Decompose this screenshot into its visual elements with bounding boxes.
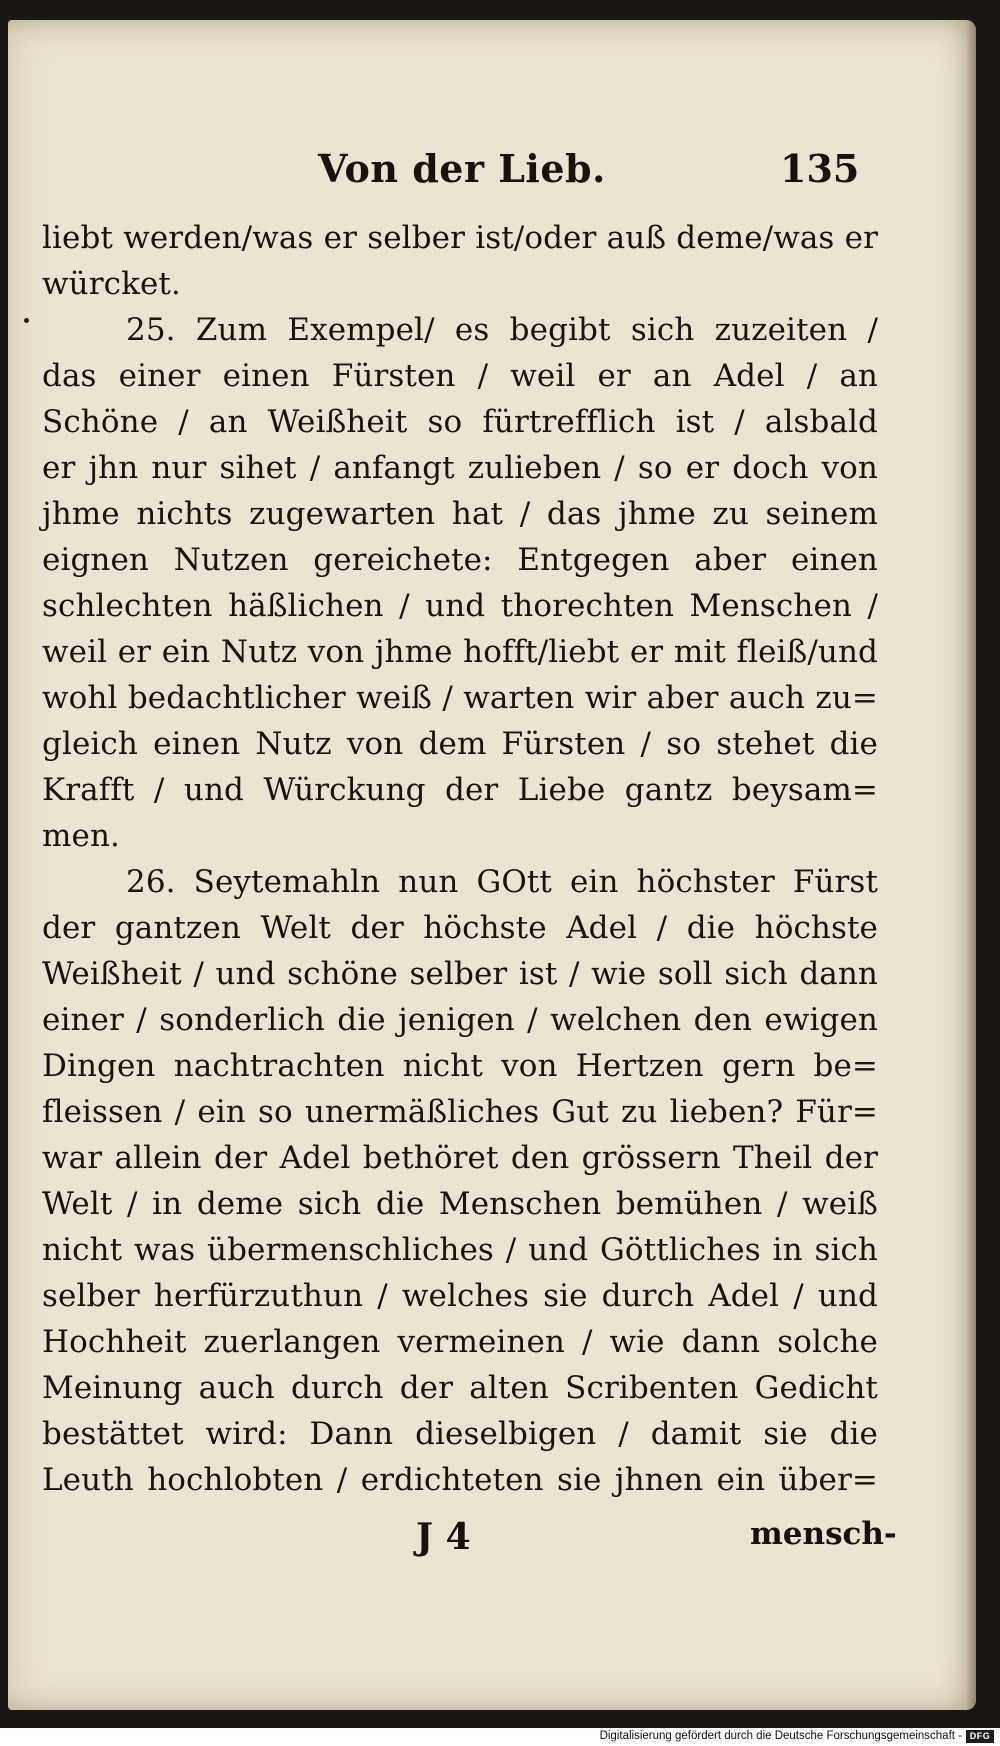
dfg-logo: DFG: [966, 1730, 994, 1743]
text-line: war allein der Adel bethöret den grössern Theil der: [42, 1140, 878, 1176]
margin-mark: [24, 318, 29, 323]
text-line: 25. Zum Exempel/ es begibt sich zuzeiten /: [126, 312, 878, 348]
body-text: [42, 215, 878, 1503]
text-line: das einer einen Fürsten / weil er an Adel / an: [42, 358, 878, 394]
text-line: einer / sonderlich die jenigen / welchen den ewigen: [42, 1002, 878, 1038]
text-line: 26. Seytemahln nun GOtt ein höchster Fürst: [126, 864, 878, 900]
text-line: liebt werden/was er selber ist/oder auß deme/was er: [42, 220, 878, 256]
credit-bar: [0, 1728, 1000, 1746]
text-line: nicht was übermenschliches / und Göttliches in sich: [42, 1232, 878, 1268]
signature-mark: J 4: [416, 1516, 471, 1558]
page-footer: [8, 1516, 976, 1566]
text-line: Dingen nachtrachten nicht von Hertzen gern be=: [42, 1048, 878, 1084]
text-line: Schöne / an Weißheit so fürtrefflich ist / alsbald: [42, 404, 878, 440]
text-line: der gantzen Welt der höchste Adel / die höchste: [42, 910, 878, 946]
digitization-credit: Digitalisierung gefördert durch die Deutsche Forschungsgemeinschaft -: [599, 1730, 962, 1742]
text-line: er jhn nur sihet / anfangt zulieben / so er doch von: [42, 450, 878, 486]
text-line: Weißheit / und schöne selber ist / wie soll sich dann: [42, 956, 878, 992]
text-line: fleissen / ein so unermäßliches Gut zu lieben? Für=: [42, 1094, 878, 1130]
page-header: [8, 146, 976, 196]
text-line: men.: [42, 818, 120, 854]
catchword: mensch-: [750, 1516, 897, 1552]
page-edge-shadow: [966, 20, 976, 1710]
page-number: 135: [780, 146, 860, 191]
book-page: [8, 20, 976, 1710]
text-line: Krafft / und Würckung der Liebe gantz beysam=: [42, 772, 878, 808]
text-line: weil er ein Nutz von jhme hofft/liebt er mit fleiß/und: [42, 634, 878, 670]
text-line: Meinung auch durch der alten Scribenten Gedicht: [42, 1370, 878, 1406]
text-line: würcket.: [42, 266, 181, 302]
text-line: bestättet wird: Dann dieselbigen / damit sie die: [42, 1416, 878, 1452]
running-title: Von der Lieb.: [318, 146, 606, 191]
text-line: Hochheit zuerlangen vermeinen / wie dann solche: [42, 1324, 878, 1360]
text-line: jhme nichts zugewarten hat / das jhme zu seinem: [42, 496, 878, 532]
text-line: gleich einen Nutz von dem Fürsten / so stehet die: [42, 726, 878, 762]
text-line: eignen Nutzen gereichete: Entgegen aber einen: [42, 542, 878, 578]
text-line: wohl bedachtlicher weiß / warten wir aber auch zu=: [42, 680, 878, 716]
text-line: Welt / in deme sich die Menschen bemühen / weiß: [42, 1186, 878, 1222]
text-line: schlechten häßlichen / und thorechten Menschen /: [42, 588, 878, 624]
text-line: selber herfürzuthun / welches sie durch Adel / und: [42, 1278, 878, 1314]
text-line: Leuth hochlobten / erdichteten sie jhnen ein über=: [42, 1462, 878, 1498]
